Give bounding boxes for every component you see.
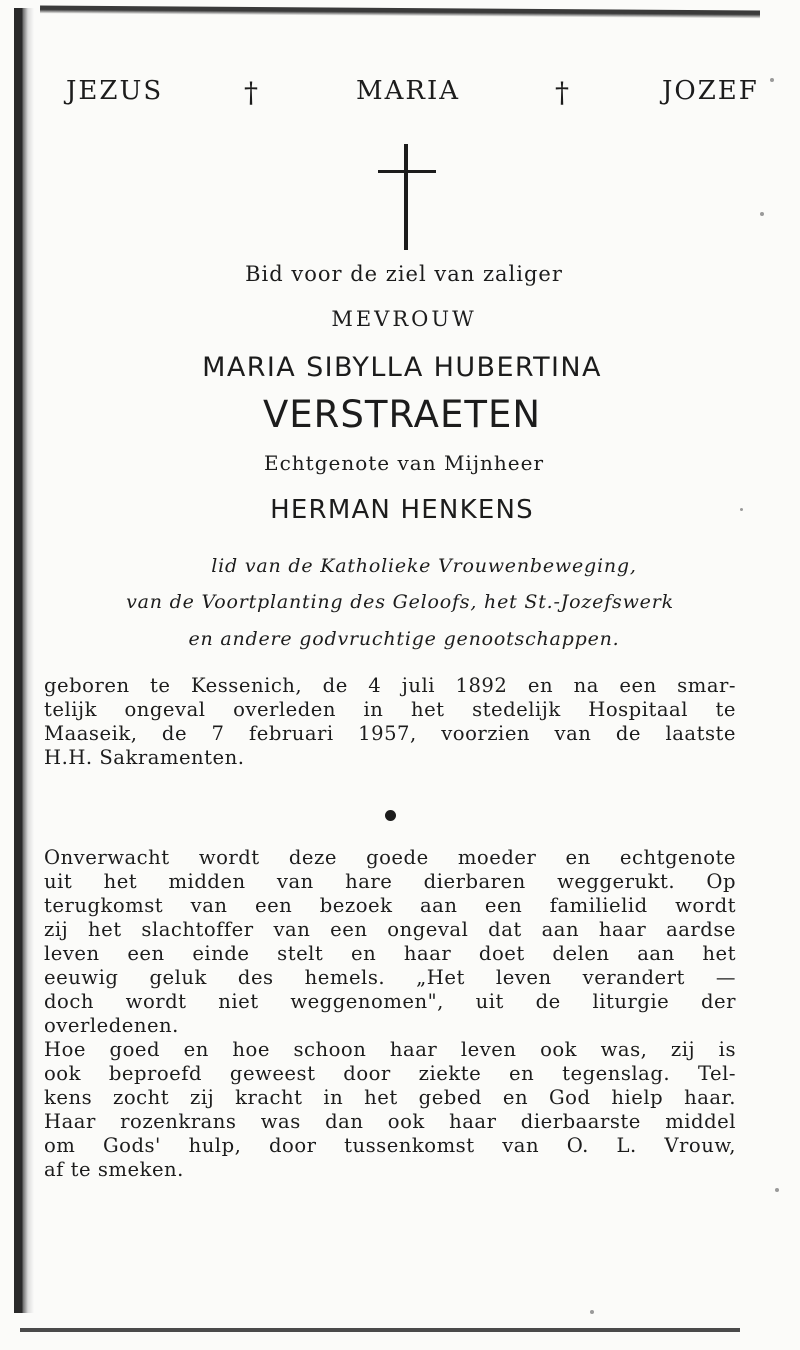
deceased-surname: VERSTRAETEN <box>262 393 542 436</box>
card-border-bottom <box>20 1328 740 1332</box>
text-line: af te smeken. <box>44 1158 184 1181</box>
text-line: kens zocht zij kracht in het gebed en God hielp haar. <box>44 1086 736 1109</box>
text-line: telijk ongeval overleden in het stedelijk Hospitaal te <box>44 698 736 721</box>
text-line: leven een einde stelt en haar doet delen aan het <box>44 942 736 965</box>
text-line: overledenen. <box>44 1014 179 1037</box>
membership-line: van de Voortplanting des Geloofs, het St.-Jozefswerk <box>126 591 674 613</box>
print-speck <box>770 78 774 82</box>
text-line: doch wordt niet weggenomen", uit de liturgie der <box>44 990 736 1013</box>
header-maria: MARIA <box>356 76 461 106</box>
text-line: Onverwacht wordt deze goede moeder en echtgenote <box>44 846 736 869</box>
text-line: terugkomst van een bezoek aan een familielid wordt <box>44 894 736 917</box>
prayer-intro: Bid voor de ziel van zaliger <box>245 262 563 286</box>
deceased-given-names: MARIA SIBYLLA HUBERTINA <box>202 352 602 383</box>
spouse-name: HERMAN HENKENS <box>270 495 534 525</box>
print-speck <box>590 1310 594 1314</box>
life-details-paragraph <box>44 674 736 770</box>
text-line: geboren te Kessenich, de 4 juli 1892 en na een smar- <box>44 674 736 697</box>
text-line: Haar rozenkrans was dan ook haar dierbaarste middel <box>44 1110 736 1133</box>
card-border-left <box>14 8 34 1313</box>
text-line: zij het slachtoffer van een ongeval dat aan haar aardse <box>44 918 736 941</box>
small-cross-icon: † <box>555 76 571 109</box>
print-speck <box>740 508 743 511</box>
small-cross-icon: † <box>244 76 260 109</box>
text-line: H.H. Sakramenten. <box>44 746 245 769</box>
text-line: eeuwig geluk des hemels. „Het leven verandert — <box>44 966 736 989</box>
spouse-intro: Echtgenote van Mijnheer <box>263 451 545 475</box>
bullet-separator-icon <box>385 810 396 821</box>
text-line: Hoe goed en hoe schoon haar leven ook was, zij is <box>44 1038 736 1061</box>
membership-line: en andere godvruchtige genootschappen. <box>188 628 620 650</box>
text-line: ook beproefd geweest door ziekte en tegenslag. Tel- <box>44 1062 736 1085</box>
header-jozef: JOZEF <box>662 76 759 106</box>
header-jezus: JEZUS <box>66 76 164 106</box>
print-speck <box>760 212 764 216</box>
cross-icon <box>378 144 438 250</box>
print-speck <box>775 1188 779 1192</box>
text-line: Maaseik, de 7 februari 1957, voorzien van de laatste <box>44 722 736 745</box>
card-border-top <box>40 5 760 18</box>
text-line: uit het midden van hare dierbaren weggerukt. Op <box>44 870 736 893</box>
membership-line: lid van de Katholieke Vrouwenbeweging, <box>211 555 637 577</box>
tribute-paragraph <box>44 846 736 1182</box>
text-line: om Gods' hulp, door tussenkomst van O. L. Vrouw, <box>44 1134 736 1157</box>
honorific-title: MEVROUW <box>331 307 477 331</box>
holy-family-header <box>0 76 800 116</box>
